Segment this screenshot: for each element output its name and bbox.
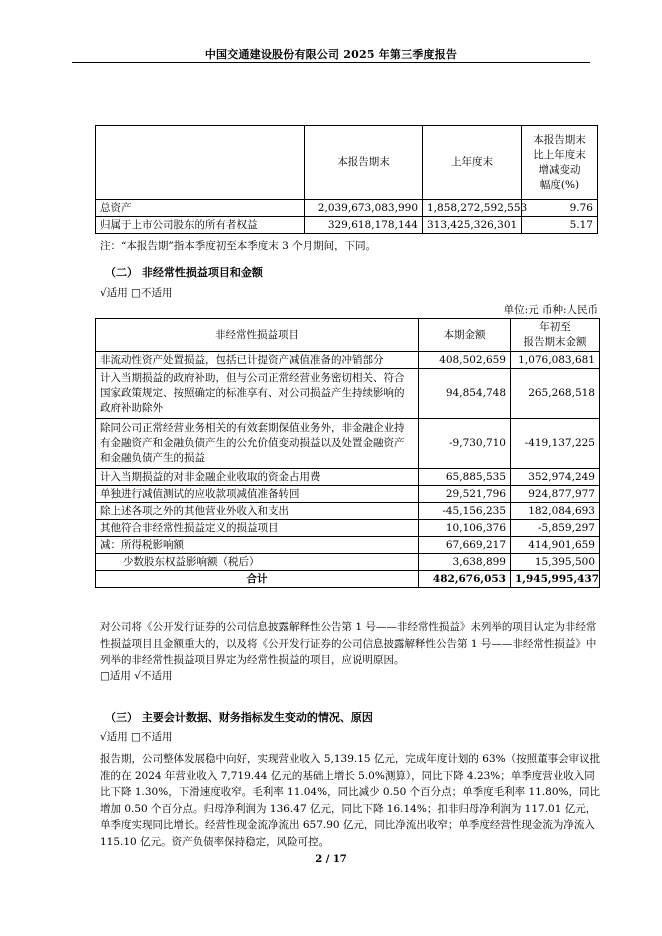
row-change: 9.76 bbox=[522, 200, 598, 217]
unit-label: 单位:元 币种:人民币 bbox=[503, 304, 598, 316]
row-item: 总资产 bbox=[96, 200, 305, 217]
row-item: 其他符合非经常性损益定义的损益项目 bbox=[96, 520, 419, 537]
row-current: 3,638,899 bbox=[419, 554, 511, 571]
table-row bbox=[96, 486, 600, 503]
row-item: 除上述各项之外的其他营业外收入和支出 bbox=[96, 503, 419, 520]
row-ytd: 352,974,249 bbox=[511, 469, 600, 486]
col-header-current: 本报告期末 bbox=[305, 126, 423, 200]
table-row bbox=[96, 200, 598, 217]
col-header-ytd-line: 年初至 bbox=[539, 321, 571, 333]
row-ytd: 182,084,693 bbox=[511, 503, 600, 520]
applicability-changes: √适用 □不适用 bbox=[100, 731, 173, 743]
row-item: 非流动性资产处置损益，包括已计提资产减值准备的冲销部分 bbox=[96, 352, 419, 369]
row-item: 计入当期损益的政府补助，但与公司正常经营业务密切相关、符合国家政策规定、按照确定的标准享有、对公司损益产生持续影响的政府补助除外 bbox=[96, 369, 419, 419]
table-row bbox=[96, 369, 600, 419]
row-item: 归属于上市公司股东的所有者权益 bbox=[96, 217, 305, 234]
period-note: 注：“本报告期”指本季度初至本季度末 3 个月期间，下同。 bbox=[100, 240, 377, 252]
row-item: 少数股东权益影响额（税后） bbox=[96, 554, 419, 571]
col-header-ytd-line: 报告期末金额 bbox=[523, 336, 587, 348]
row-ytd: 414,901,659 bbox=[511, 537, 600, 554]
table-header-row bbox=[96, 319, 600, 352]
row-change: 5.17 bbox=[522, 217, 598, 234]
row-current: 2,039,673,083,990 bbox=[305, 200, 423, 217]
row-ytd: 15,395,500 bbox=[511, 554, 600, 571]
section-heading-nonrecurring: （二） 非经常性损益项目和金额 bbox=[105, 266, 263, 279]
row-current: -45,156,235 bbox=[419, 503, 511, 520]
table-row bbox=[96, 217, 598, 234]
table-row bbox=[96, 469, 600, 486]
table-row bbox=[96, 352, 600, 369]
nonrecurring-items-table bbox=[95, 318, 600, 588]
key-figures-table bbox=[95, 125, 598, 234]
row-current: 94,854,748 bbox=[419, 369, 511, 419]
row-current: -9,730,710 bbox=[419, 419, 511, 469]
changes-body-paragraph: 报告期，公司整体发展稳中向好，实现营业收入 5,139.15 亿元，完成年度计划的 63%（按照董事会审议批准的在 2024 年营业收入 7,719.44 亿元的基础上增长 5.0%测算），同比下降 4.23%；单季度营业收入同比下降 1.30%，下滑速度收窄。毛利率 11.04%，同比减少 0.50 个百分点；单季度毛利率 11.80%，同比增加 0.50 个百分点。归母净利润为 136.47 亿元，同比下降 16.14%；扣非归母净利润为 117.01 亿元，单季度实现同比增长。经营性现金流净流出 657.90 亿元，同比净流出收窄；单季度经营性现金流为净流入 115.10 亿元。资产负债率保持稳定，风险可控。 bbox=[100, 753, 601, 848]
col-header-item: 非经常性损益项目 bbox=[96, 319, 419, 352]
col-header-change-line: 增减变动 bbox=[538, 163, 581, 176]
table-total-row bbox=[96, 571, 600, 588]
table-row bbox=[96, 520, 600, 537]
col-header-ytd bbox=[511, 319, 600, 352]
applicability-explanation: □适用 √不适用 bbox=[100, 670, 173, 682]
col-header-change-line: 比上年度末 bbox=[533, 148, 586, 161]
col-header-change bbox=[522, 126, 598, 200]
row-ytd: 265,268,518 bbox=[511, 369, 600, 419]
row-current: 10,106,376 bbox=[419, 520, 511, 537]
col-header-current: 本期金额 bbox=[419, 319, 511, 352]
col-header-prior: 上年度末 bbox=[423, 126, 522, 200]
row-item: 减：所得税影响额 bbox=[96, 537, 419, 554]
table-row bbox=[96, 554, 600, 571]
header-divider bbox=[72, 62, 590, 63]
row-current: 329,618,178,144 bbox=[305, 217, 423, 234]
row-ytd: 1,076,083,681 bbox=[511, 352, 600, 369]
row-ytd: -419,137,225 bbox=[511, 419, 600, 469]
col-header-change-line: 本报告期末 bbox=[533, 133, 586, 146]
total-current: 482,676,053 bbox=[419, 571, 511, 588]
row-current: 408,502,659 bbox=[419, 352, 511, 369]
total-ytd: 1,945,995,437 bbox=[511, 571, 600, 588]
row-ytd: 924,877,977 bbox=[511, 486, 600, 503]
row-current: 67,669,217 bbox=[419, 537, 511, 554]
table-row bbox=[96, 503, 600, 520]
row-current: 65,885,535 bbox=[419, 469, 511, 486]
row-item: 计入当期损益的对非金融企业收取的资金占用费 bbox=[96, 469, 419, 486]
empty-header-cell bbox=[96, 126, 305, 200]
col-header-change-line: 幅度(%) bbox=[539, 178, 580, 191]
page-number: 2 / 17 bbox=[315, 854, 347, 865]
row-item: 单独进行减值测试的应收款项减值准备转回 bbox=[96, 486, 419, 503]
table-row bbox=[96, 419, 600, 469]
explanation-paragraph: 对公司将《公开发行证券的公司信息披露解释性公告第 1 号——非经常性损益》未列举的项目认定为非经常性损益项目且金额重大的，以及将《公开发行证券的公司信息披露解释性公告第 1 号——非经常性损益》中列举的非经常性损益项目界定为经常性损益的项目，应说明原因。 bbox=[100, 621, 597, 666]
row-ytd: -5,859,297 bbox=[511, 520, 600, 537]
row-prior: 1,858,272,592,553 bbox=[423, 200, 522, 217]
section-heading-changes: （三） 主要会计数据、财务指标发生变动的情况、原因 bbox=[105, 711, 373, 724]
page-header-title: 中国交通建设股份有限公司 2025 年第三季度报告 bbox=[204, 48, 458, 61]
table-row bbox=[96, 537, 600, 554]
table-header-row bbox=[96, 126, 598, 200]
total-label: 合计 bbox=[96, 571, 419, 588]
row-current: 29,521,796 bbox=[419, 486, 511, 503]
applicability-nonrecurring: √适用 □不适用 bbox=[100, 287, 173, 299]
row-item: 除同公司正常经营业务相关的有效套期保值业务外，非金融企业持有金融资产和金融负债产生的公允价值变动损益以及处置金融资产和金融负债产生的损益 bbox=[96, 419, 419, 469]
row-prior: 313,425,326,301 bbox=[423, 217, 522, 234]
